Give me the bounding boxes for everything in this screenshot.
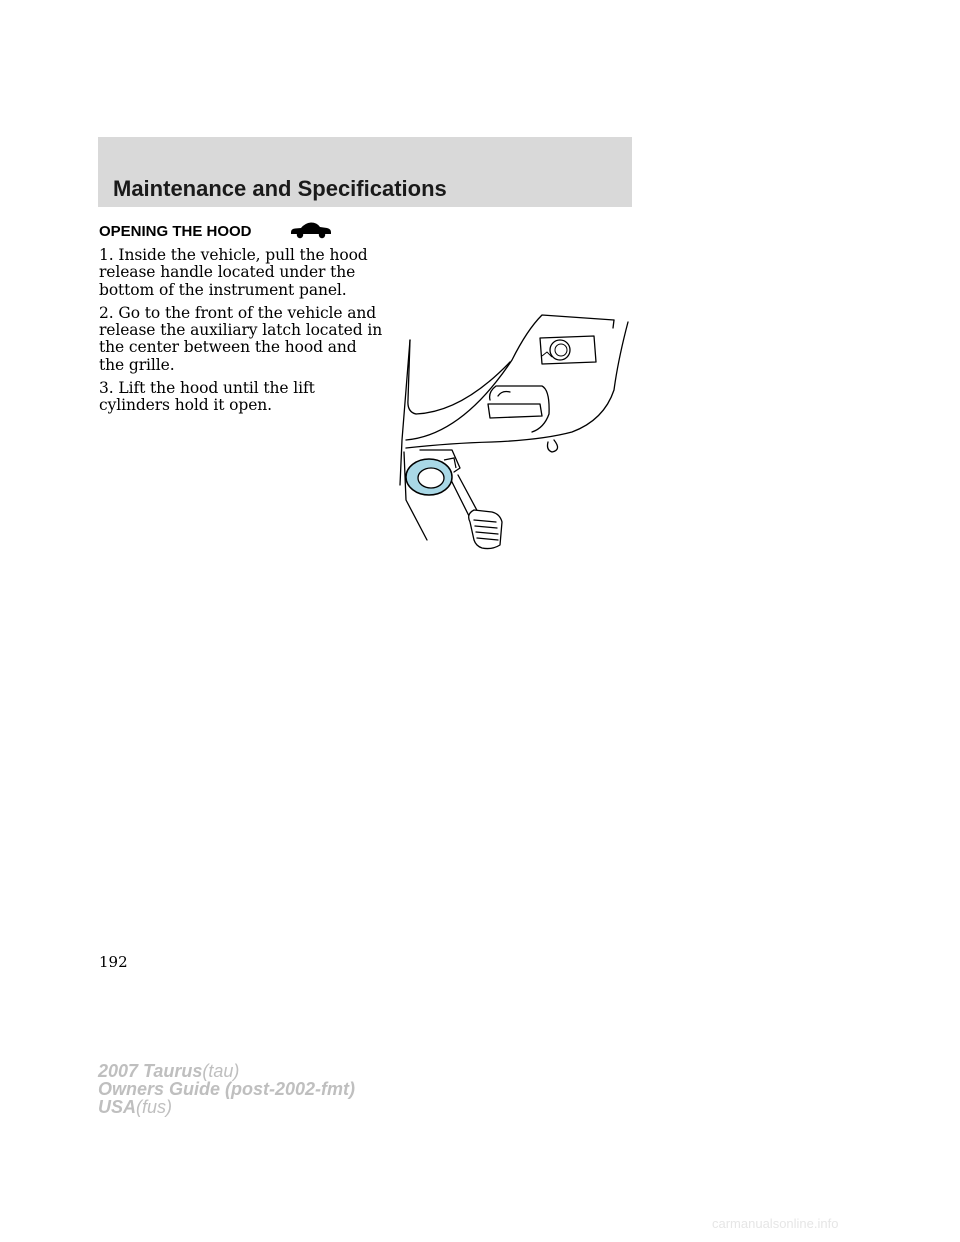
footer-market: USA bbox=[98, 1097, 137, 1117]
footer-market-code: (fus) bbox=[136, 1097, 173, 1117]
step-3: 3. Lift the hood until the lift cylinders hold it open. bbox=[99, 379, 315, 415]
section-title: OPENING THE HOOD bbox=[99, 223, 252, 240]
step-2: 2. Go to the front of the vehicle and release the auxiliary latch located in the center between the hood and the grille. bbox=[99, 303, 383, 374]
footer-model-code: (tau) bbox=[202, 1061, 240, 1081]
hood-release-illustration bbox=[392, 300, 636, 550]
footer-guide: Owners Guide (post-2002-fmt) bbox=[98, 1079, 356, 1099]
step-1: 1. Inside the vehicle, pull the hood release handle located under the bottom of the instrument panel. bbox=[99, 246, 368, 299]
car-icon bbox=[289, 221, 333, 239]
footer-model: 2007 Taurus bbox=[98, 1061, 203, 1081]
watermark: carmanualsonline.info bbox=[712, 1216, 839, 1231]
steps-list bbox=[99, 247, 384, 421]
footer bbox=[98, 1062, 355, 1116]
page-number: 192 bbox=[99, 953, 128, 971]
page-title: Maintenance and Specifications bbox=[113, 176, 447, 201]
